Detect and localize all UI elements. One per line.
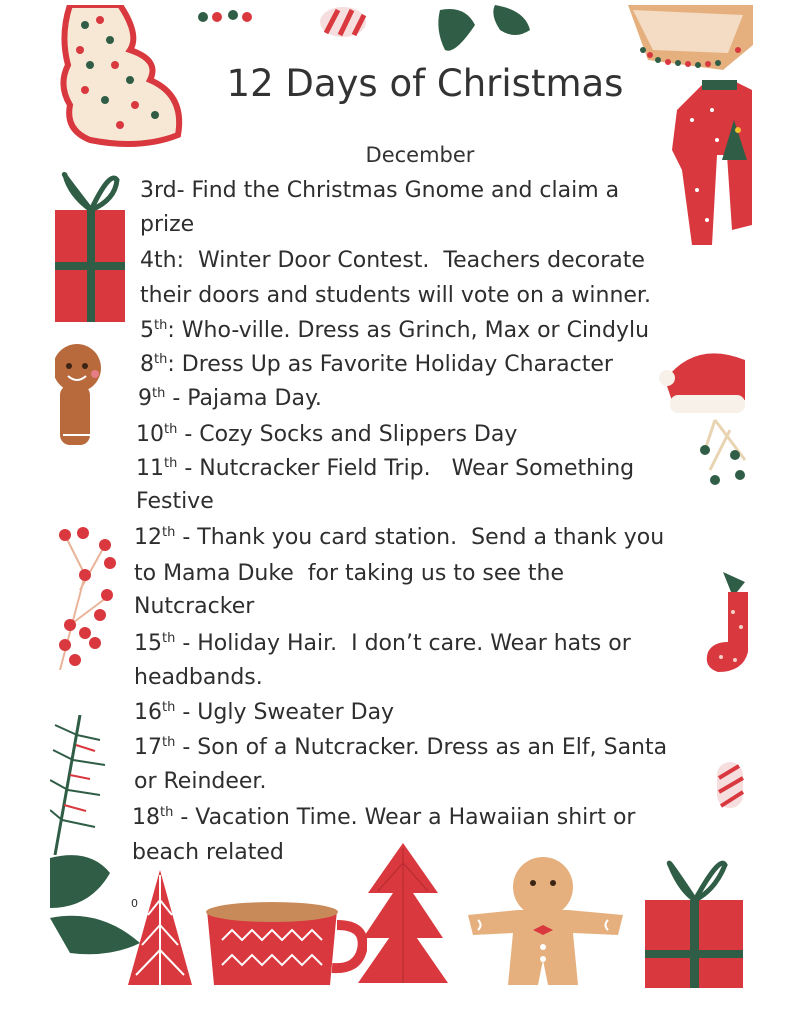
santa-hat-icon (655, 340, 750, 500)
entry-3rd: 3rd- Find the Christmas Gnome and claim a (140, 178, 620, 203)
entry-18th-cont: beach related (132, 840, 284, 865)
holly-berries-icon (195, 5, 265, 30)
entry-8th: 8th: Dress Up as Favorite Holiday Character (140, 352, 613, 377)
holly-leaves-icon (435, 5, 535, 55)
entry-15th: 15th - Holiday Hair. I don’t care. Wear hats or (134, 631, 631, 656)
gingerbread-house-icon (628, 5, 753, 70)
entry-11th: 11th - Nutcracker Field Trip. Wear Something (136, 456, 635, 481)
stocking-icon (703, 572, 751, 677)
candy-cane-icon (318, 5, 368, 40)
entry-4th-cont: their doors and students will vote on a winner. (140, 283, 651, 308)
gingerbread-cookie-icon (458, 855, 633, 990)
entry-12th: 12th - Thank you card station. Send a thank you (134, 525, 665, 550)
ugly-sweater-icon (672, 80, 752, 250)
pine-branch-icon (50, 715, 110, 855)
entry-12th-cont: to Mama Duke for taking us to see the (134, 561, 565, 586)
entry-11th-cont: Festive (136, 489, 214, 514)
gingerbread-man-icon (55, 340, 105, 448)
entry-12th-cont2: Nutcracker (134, 594, 255, 619)
layered-tree-icon (358, 843, 448, 988)
entry-16th: 16th - Ugly Sweater Day (134, 700, 395, 725)
entry-17th-cont: or Reindeer. (134, 769, 267, 794)
striped-tree-icon (128, 870, 193, 988)
candy-cane-small-icon (715, 760, 747, 810)
entry-3rd-cont: prize (140, 212, 195, 237)
entry-10th: 10th - Cozy Socks and Slippers Day (136, 422, 518, 447)
month-heading: December (365, 143, 475, 167)
stray-mark: 0 (131, 897, 138, 910)
entry-9th: 9th - Pajama Day. (138, 386, 322, 411)
gift-box-bottom-icon (645, 855, 745, 990)
entry-15th-cont: headbands. (134, 665, 263, 690)
entry-17th: 17th - Son of a Nutcracker. Dress as an Elf, Santa (134, 735, 668, 760)
entry-18th: 18th - Vacation Time. Wear a Hawaiian shirt or (132, 805, 636, 830)
page-title: 12 Days of Christmas (226, 62, 624, 105)
gift-box-icon (55, 170, 130, 325)
entry-4th: 4th: Winter Door Contest. Teachers decorate (140, 248, 645, 273)
cocoa-mug-icon (202, 900, 367, 990)
berry-branch-icon (55, 515, 120, 670)
entry-5th: 5th: Who-ville. Dress as Grinch, Max or Cindylu (140, 318, 650, 343)
